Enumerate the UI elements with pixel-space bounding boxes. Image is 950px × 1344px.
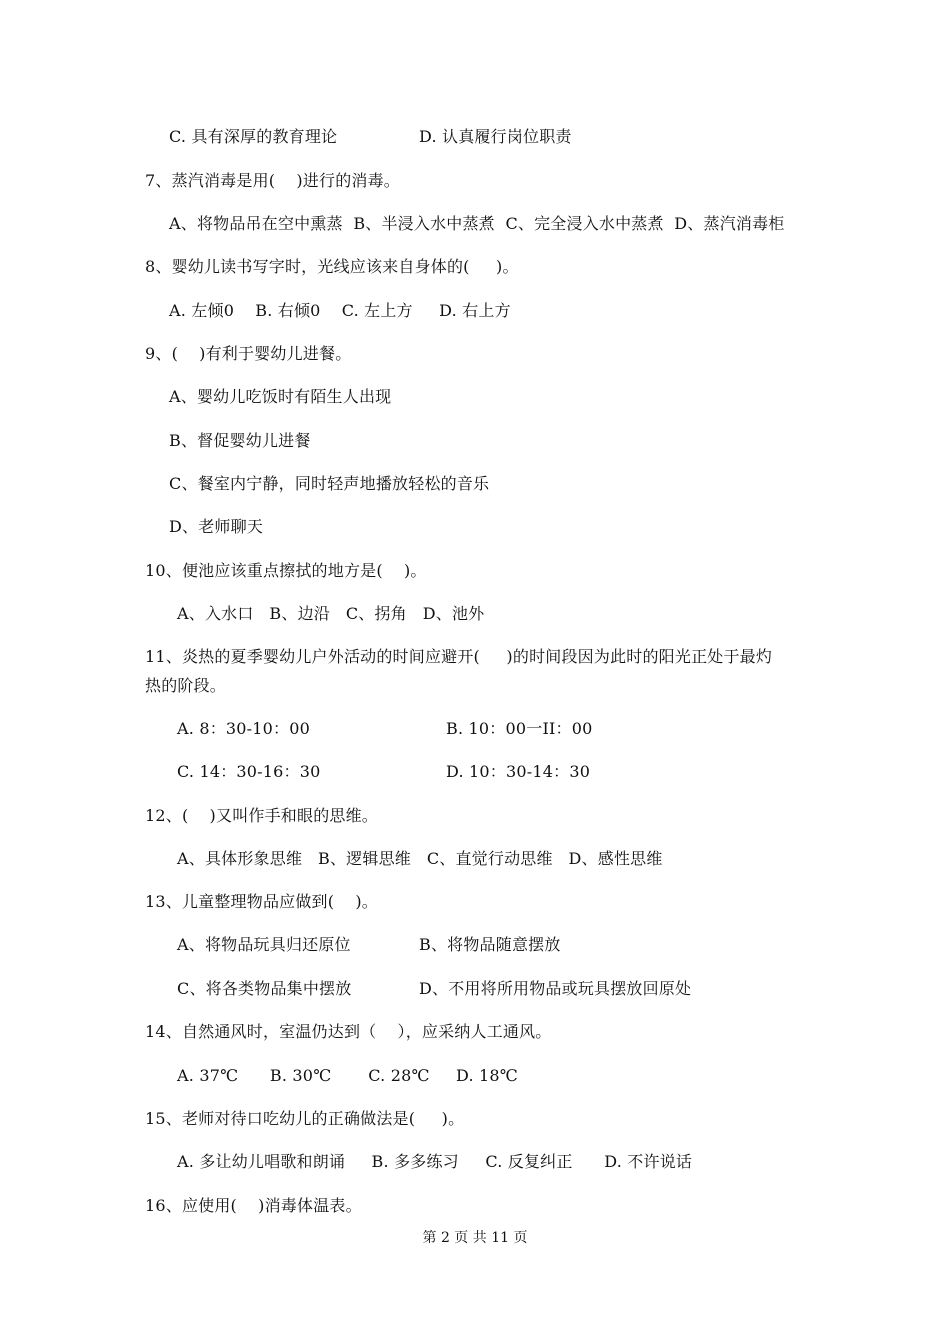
q6-option-c: C. 具有深厚的教育理论: [169, 127, 338, 146]
question-15-options: A. 多让幼儿唱歌和朗诵 B. 多多练习 C. 反复纠正 D. 不许说话: [177, 1152, 693, 1171]
question-11-option-b: B. 10：00一II：00: [446, 719, 593, 738]
question-8: 8、婴幼儿读书写字时，光线应该来自身体的( )。: [145, 257, 519, 276]
q6-option-d: D. 认真履行岗位职责: [419, 127, 572, 146]
question-12: 12、( )又叫作手和眼的思维。: [145, 806, 378, 825]
question-10-options: A、入水口 B、边沿 C、拐角 D、池外: [177, 604, 485, 623]
question-11-option-a: A. 8：30-10：00: [177, 719, 310, 738]
question-15: 15、老师对待口吃幼儿的正确做法是( )。: [145, 1109, 465, 1128]
question-13: 13、儿童整理物品应做到( )。: [145, 892, 378, 911]
question-13-option-d: D、不用将所用物品或玩具摆放回原处: [419, 979, 692, 998]
question-14: 14、自然通风时，室温仍达到（ ），应采纳人工通风。: [145, 1022, 552, 1041]
question-11-option-d: D. 10：30-14：30: [446, 762, 591, 781]
question-9-option-d: D、老师聊天: [169, 517, 264, 536]
page-footer: 第 2 页 共 11 页: [422, 1230, 528, 1246]
question-7: 7、蒸汽消毒是用( )进行的消毒。: [145, 171, 401, 190]
question-9: 9、( )有利于婴幼儿进餐。: [145, 344, 352, 363]
question-9-option-c: C、餐室内宁静，同时轻声地播放轻松的音乐: [169, 474, 490, 493]
question-9-option-b: B、督促婴幼儿进餐: [169, 431, 311, 450]
question-9-option-a: A、婴幼儿吃饭时有陌生人出现: [169, 387, 392, 406]
question-7-options: A、将物品吊在空中熏蒸 B、半浸入水中蒸煮 C、完全浸入水中蒸煮 D、蒸汽消毒柜: [169, 214, 785, 233]
question-12-options: A、具体形象思维 B、逻辑思维 C、直觉行动思维 D、感性思维: [177, 849, 663, 868]
question-13-option-b: B、将物品随意摆放: [419, 935, 561, 954]
question-11-option-c: C. 14：30-16：30: [177, 762, 321, 781]
question-13-option-c: C、将各类物品集中摆放: [177, 979, 352, 998]
question-14-options: A. 37℃ B. 30℃ C. 28℃ D. 18℃: [177, 1066, 518, 1085]
question-10: 10、便池应该重点擦拭的地方是( )。: [145, 561, 427, 580]
question-13-option-a: A、将物品玩具归还原位: [177, 935, 351, 954]
question-11-continued: 热的阶段。: [145, 676, 227, 695]
question-11: 11、炎热的夏季婴幼儿户外活动的时间应避开( )的时间段因为此时的阳光正处于最灼: [145, 647, 773, 666]
question-16: 16、应使用( )消毒体温表。: [145, 1196, 362, 1215]
question-8-options: A. 左倾0 B. 右倾0 C. 左上方 D. 右上方: [169, 301, 511, 320]
